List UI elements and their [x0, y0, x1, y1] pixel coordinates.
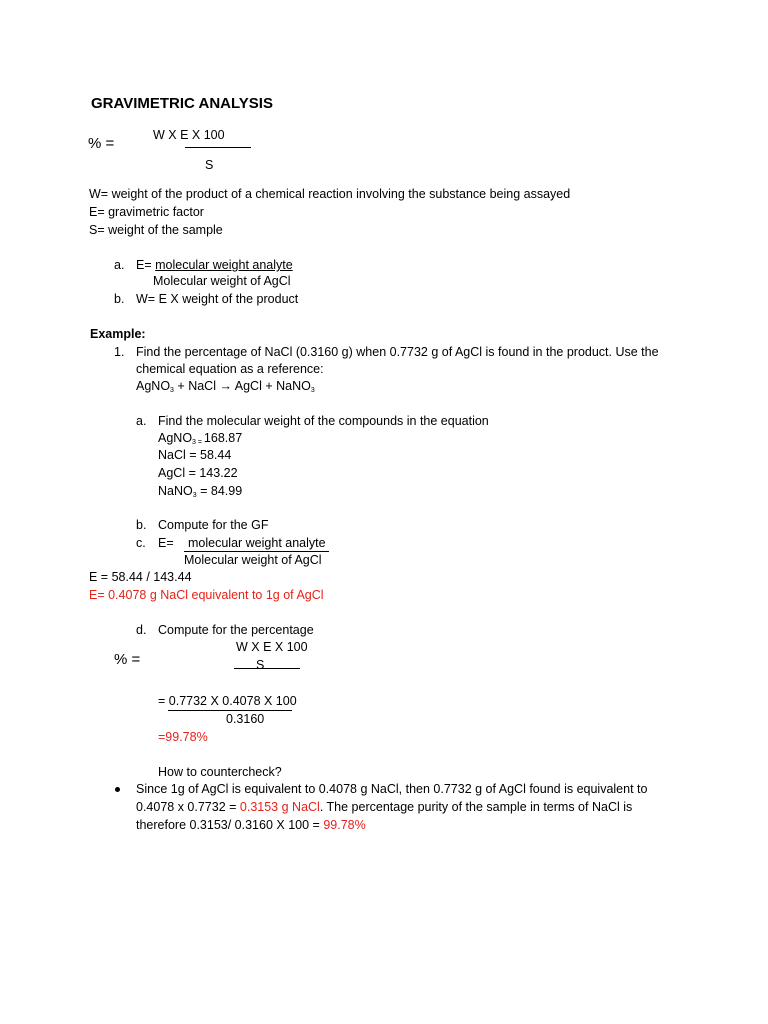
bullet-icon [115, 787, 120, 792]
step-b-text: Compute for the GF [158, 518, 269, 532]
gf-result: E= 0.4078 g NaCl equivalent to 1g of AgCl [89, 588, 324, 602]
step-d-text: Compute for the percentage [158, 623, 314, 637]
step-c-denominator: Molecular weight of AgCl [184, 553, 322, 567]
formula-denominator: S [205, 158, 214, 172]
formula-lhs: % = [88, 135, 115, 152]
step-c-prefix: E= [158, 536, 174, 550]
countercheck-line-2: 0.4078 x 0.7732 = 0.3153 g NaCl. The percentage purity of the sample in terms of NaCl is [136, 800, 633, 814]
countercheck-line-1: Since 1g of AgCl is equivalent to 0.4078 g NaCl, then 0.7732 g of AgCl found is equivalent to [136, 782, 648, 796]
reaction-arrow-icon: → [219, 379, 232, 393]
problem-line-2: chemical equation as a reference: [136, 362, 324, 376]
step-c-marker: c. [136, 536, 146, 550]
problem-marker: 1. [114, 345, 125, 359]
countercheck-heading: How to countercheck? [158, 765, 282, 779]
definition-s: S= weight of the sample [89, 223, 223, 237]
step-a-text: Find the molecular weight of the compounds in the equation [158, 414, 489, 428]
step-b-marker: b. [136, 518, 147, 532]
step-d-numerator: W X E X 100 [236, 640, 308, 654]
formula-numerator: W X E X 100 [153, 128, 225, 142]
step-c-numerator: molecular weight analyte [188, 536, 326, 550]
chemical-equation: AgNO$_3$ + NaCl → AgCl + NaNO$_3$ [136, 379, 315, 394]
calc-numerator: = 0.7732 X 0.4078 X 100 [158, 694, 297, 708]
problem-line-1: Find the percentage of NaCl (0.3160 g) when 0.7732 g of AgCl is found in the product. Use the [136, 345, 659, 359]
step-d-denominator: S [256, 658, 265, 672]
countercheck-line-3: therefore 0.3153/ 0.3160 X 100 = 99.78% [136, 818, 366, 832]
mw-nano3: NaNO$_3$ = 84.99 [158, 484, 243, 499]
countercheck-percent-value: 99.78% [323, 818, 366, 832]
example-heading: Example: [90, 327, 146, 341]
fraction-bar [185, 147, 251, 148]
list-b-text: W= E X weight of the product [136, 292, 299, 306]
step-d-marker: d. [136, 623, 147, 637]
list-a-numerator: molecular weight analyte [155, 258, 293, 272]
definition-e: E= gravimetric factor [89, 205, 204, 219]
list-a-text: E= molecular weight analyte [136, 258, 293, 272]
step-d-lhs: % = [114, 651, 141, 668]
mw-nacl: NaCl = 58.44 [158, 448, 232, 462]
mw-agno3: AgNO$_{3 =}$ 168.87 [158, 431, 243, 446]
list-a-denominator: Molecular weight of AgCl [153, 274, 291, 288]
countercheck-nacl-value: 0.3153 g NaCl [239, 800, 320, 814]
page-title: GRAVIMETRIC ANALYSIS [91, 95, 273, 112]
step-a-marker: a. [136, 414, 147, 428]
definition-w: W= weight of the product of a chemical reaction involving the substance being assayed [89, 187, 571, 201]
step-d-fraction-bar [234, 668, 300, 669]
gf-calculation: E = 58.44 / 143.44 [89, 570, 192, 584]
calc-result: =99.78% [158, 730, 208, 744]
list-marker-b: b. [114, 292, 125, 306]
mw-agcl: AgCl = 143.22 [158, 466, 238, 480]
list-marker-a: a. [114, 258, 125, 272]
calc-denominator: 0.3160 [226, 712, 265, 726]
